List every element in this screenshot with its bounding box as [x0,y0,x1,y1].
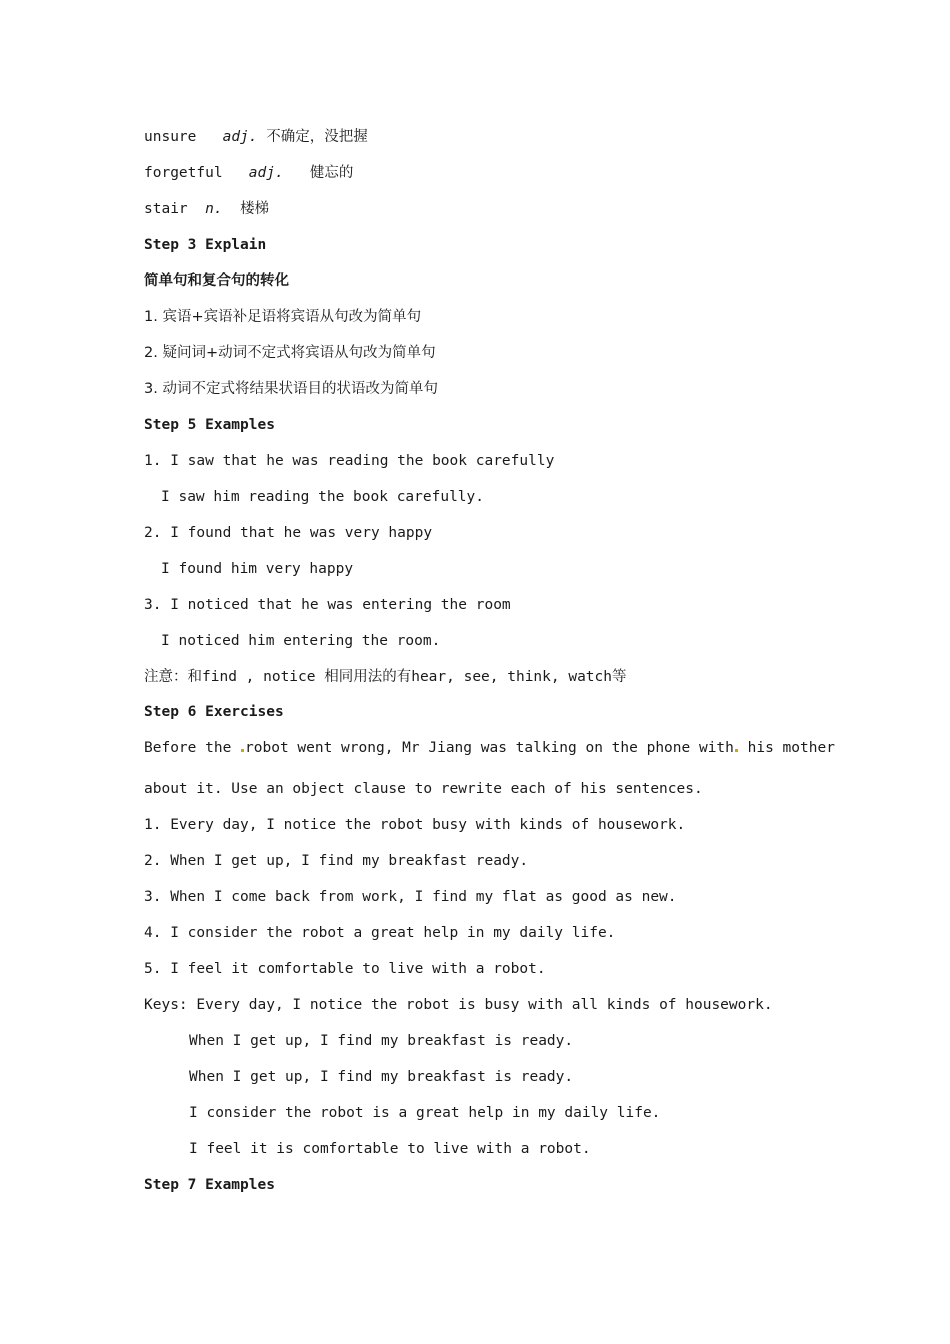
example-question: 2. I found that he was very happy [144,525,433,541]
exercise-item: 3. When I come back from work, I find my flat as good as new. [144,889,677,905]
revision-mark-icon [241,749,244,752]
step3-point: 1. 宾语+宾语补足语将宾语从句改为简单句 [144,309,422,325]
step3-point: 2. 疑问词+动词不定式将宾语从句改为简单句 [144,345,436,361]
vocab-word: forgetful [144,165,223,181]
example-answer: I saw him reading the book carefully. [161,489,485,505]
step6-heading: Step 6 Exercises [144,704,284,720]
intro-text: robot went wrong, Mr Jiang was talking on the phone with [245,740,734,756]
step6-intro-line1 [144,738,835,758]
keys-label: Keys: [144,997,197,1013]
key-answer: I consider the robot is a great help in my daily life. [189,1105,661,1121]
vocab-meaning: 健忘的 [309,165,354,181]
vocab-word: stair [144,201,188,217]
example-question: 3. I noticed that he was entering the room [144,597,511,613]
exercise-item: 5. I feel it comfortable to live with a robot. [144,961,546,977]
step6-intro-line2: about it. Use an object clause to rewrite each of his sentences. [144,781,703,797]
intro-text: his mother [738,740,835,756]
example-answer: I noticed him entering the room. [161,633,441,649]
step5-heading: Step 5 Examples [144,417,275,433]
key-answer: When I get up, I find my breakfast is ready. [189,1033,574,1049]
step3-subheading: 简单句和复合句的转化 [144,273,289,289]
vocab-entry [144,163,353,183]
vocab-pos: adj. [222,129,258,145]
exercise-item: 4. I consider the robot a great help in my daily life. [144,925,616,941]
usage-note: 注意：和find , notice 相同用法的有hear, see, think, watch等 [144,669,627,685]
keys-line [144,995,773,1015]
step3-heading: Step 3 Explain [144,237,267,253]
example-question: 1. I saw that he was reading the book carefully [144,453,555,469]
vocab-meaning: 不确定，没把握 [266,129,368,145]
intro-text: Before the [144,740,241,756]
key-answer: Every day, I notice the robot is busy with all kinds of housework. [196,997,773,1013]
vocab-pos: n. [205,201,223,217]
example-answer: I found him very happy [161,561,354,577]
vocab-word: unsure [144,129,197,145]
exercise-item: 1. Every day, I notice the robot busy with kinds of housework. [144,817,686,833]
exercise-item: 2. When I get up, I find my breakfast ready. [144,853,529,869]
revision-mark-icon [735,749,738,752]
vocab-entry [144,199,269,219]
vocab-pos: adj. [248,165,284,181]
vocab-meaning: 楼梯 [240,201,270,217]
key-answer: When I get up, I find my breakfast is ready. [189,1069,574,1085]
step7-heading: Step 7 Examples [144,1177,275,1193]
vocab-entry [144,127,368,147]
step3-point: 3. 动词不定式将结果状语目的状语改为简单句 [144,381,438,397]
key-answer: I feel it is comfortable to live with a robot. [189,1141,591,1157]
